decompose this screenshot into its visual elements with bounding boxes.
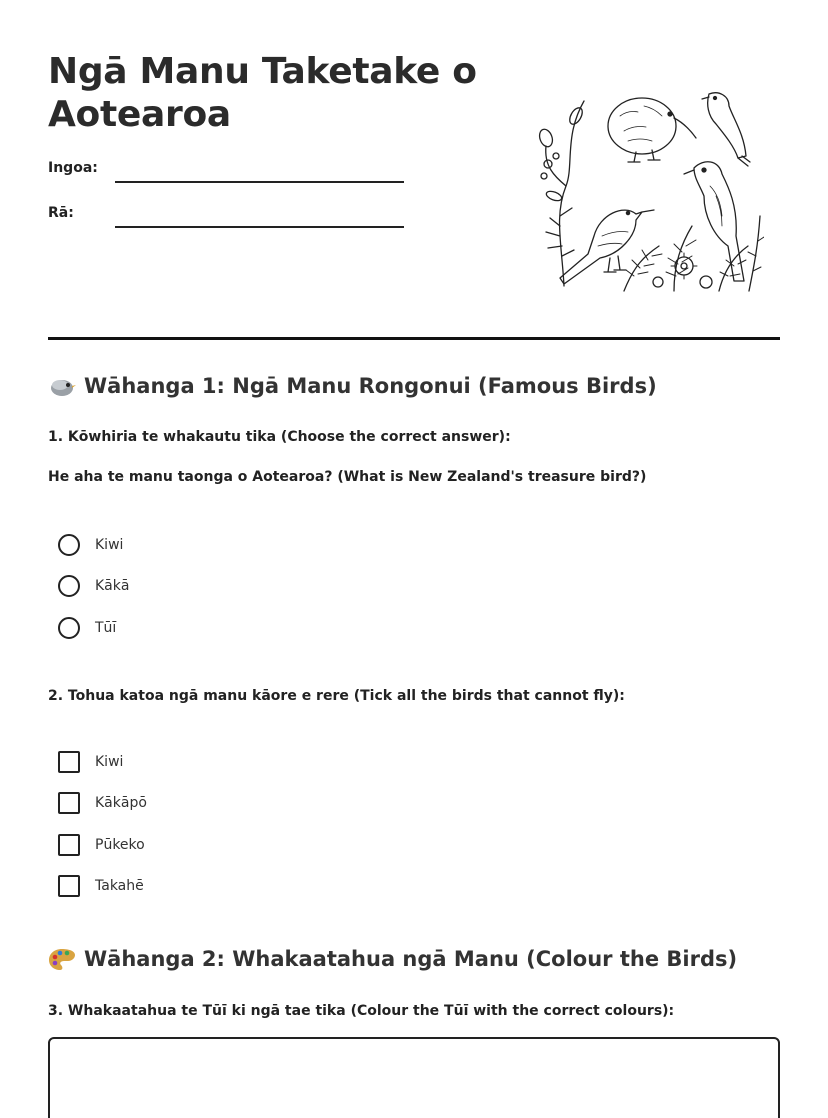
section-1-title: Wāhanga 1: Ngā Manu Rongonui (Famous Birds) xyxy=(84,374,657,398)
section-1-heading xyxy=(48,374,657,398)
checkbox[interactable] xyxy=(58,792,80,814)
date-label: Rā: xyxy=(48,205,74,221)
q2-option-label: Takahē xyxy=(95,878,144,894)
q2-option-label: Kiwi xyxy=(95,754,124,770)
q1-option-label: Tūī xyxy=(95,620,117,636)
q1-option[interactable] xyxy=(58,575,129,597)
q2-option[interactable] xyxy=(58,875,144,897)
q2-option[interactable] xyxy=(58,834,145,856)
q3-instruction: 3. Whakaatahua te Tūī ki ngā tae tika (Colour the Tūī with the correct colours): xyxy=(48,1003,675,1019)
q1-option-label: Kākā xyxy=(95,578,130,594)
name-field[interactable] xyxy=(115,181,404,183)
radio-button[interactable] xyxy=(58,534,80,556)
page-title: Ngā Manu Taketake o Aotearoa xyxy=(48,51,477,135)
q1-option[interactable] xyxy=(58,534,123,556)
date-field[interactable] xyxy=(115,226,404,228)
section-divider xyxy=(48,337,780,340)
q1-instruction: 1. Kōwhiria te whakautu tika (Choose the correct answer): xyxy=(48,429,511,445)
checkbox[interactable] xyxy=(58,875,80,897)
q1-option-label: Kiwi xyxy=(95,537,124,553)
q2-option-label: Pūkeko xyxy=(95,837,145,853)
checkbox[interactable] xyxy=(58,834,80,856)
checkbox[interactable] xyxy=(58,751,80,773)
section-2-heading xyxy=(48,947,737,971)
q2-instruction: 2. Tohua katoa ngā manu kāore e rere (Tick all the birds that cannot fly): xyxy=(48,688,625,704)
q1-option[interactable] xyxy=(58,617,116,639)
radio-button[interactable] xyxy=(58,617,80,639)
section-2-title: Wāhanga 2: Whakaatahua ngā Manu (Colour the Birds) xyxy=(84,947,738,971)
q2-option-label: Kākāpō xyxy=(95,795,147,811)
radio-button[interactable] xyxy=(58,575,80,597)
bird-icon xyxy=(48,374,76,398)
native-birds-illustration xyxy=(524,86,764,296)
q2-option[interactable] xyxy=(58,792,147,814)
colouring-area[interactable] xyxy=(48,1037,780,1118)
name-label: Ingoa: xyxy=(48,160,98,176)
palette-icon xyxy=(48,947,76,971)
q2-option[interactable] xyxy=(58,751,123,773)
q1-question: He aha te manu taonga o Aotearoa? (What is New Zealand's treasure bird?) xyxy=(48,469,647,485)
